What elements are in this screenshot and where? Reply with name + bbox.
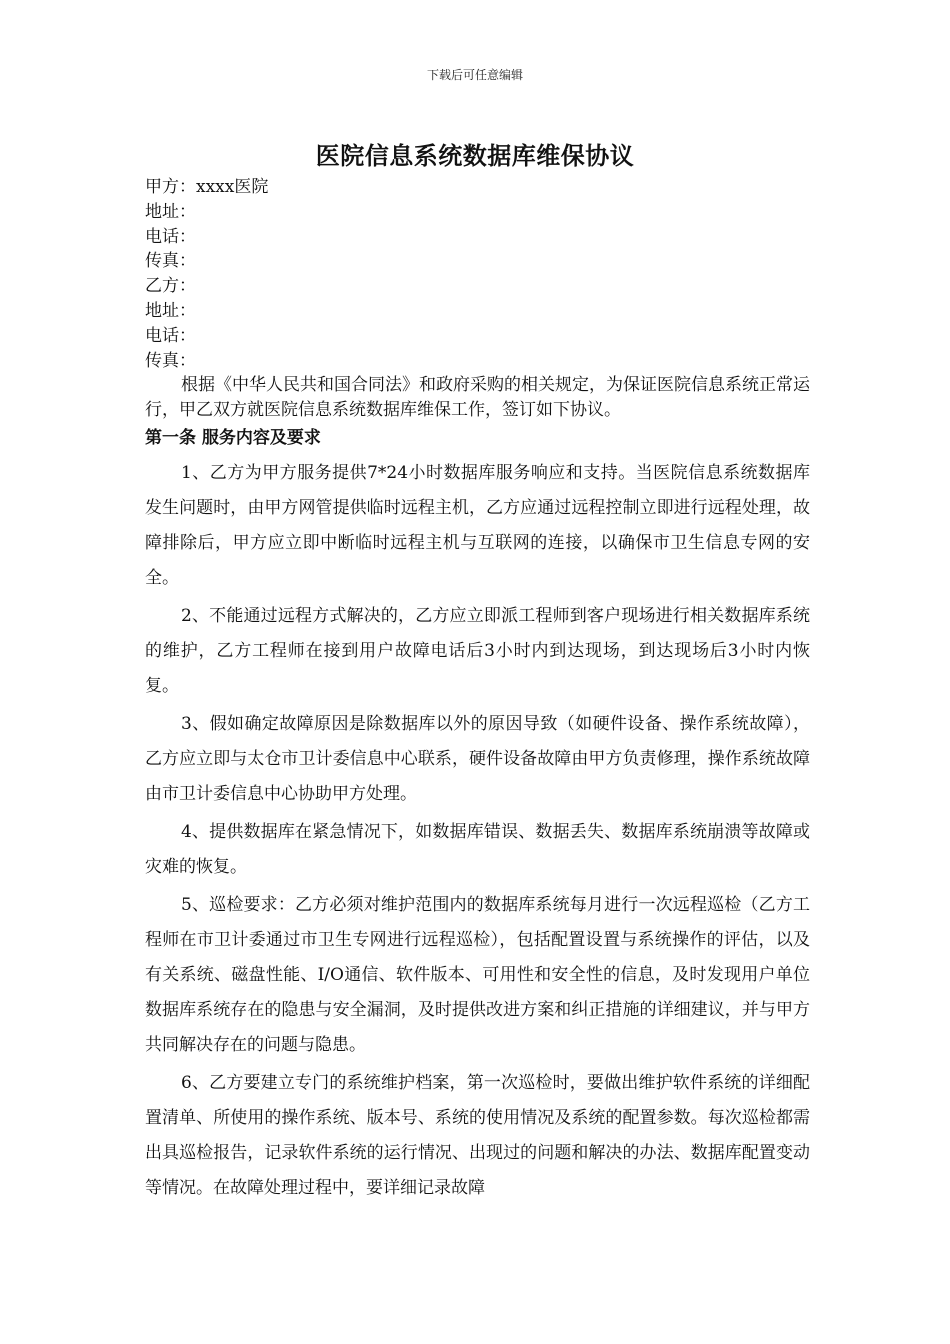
clause-1: 1、乙方为甲方服务提供7*24小时数据库服务响应和支持。当医院信息系统数据库发生问题时，由甲方网管提供临时远程主机，乙方应通过远程控制立即进行远程处理，故障排除后，甲方应立即中断临时远程主机与互联网的连接，以确保市卫生信息专网的安全。 xyxy=(145,463,810,589)
party-a-address: 地址： xyxy=(145,201,196,222)
document-title: 医院信息系统数据库维保协议 xyxy=(315,142,635,170)
party-b-phone: 电话： xyxy=(145,325,196,346)
party-b-name: 乙方： xyxy=(145,276,196,297)
party-a-name: 甲方：xxxx医院 xyxy=(145,177,269,197)
clause-5: 5、巡检要求：乙方必须对维护范围内的数据库系统每月进行一次远程巡检（乙方工程师在市卫计委通过市卫生专网进行远程巡检），包括配置设置与系统操作的评估，以及有关系统、磁盘性能、I/O通信、软件版本、可用性和安全性的信息，及时发现用户单位数据库系统存在的隐患与安全漏洞，及时提供改进方案和纠正措施的详细建议，并与甲方共同解决存在的问题与隐患。 xyxy=(145,895,810,1056)
clause-3: 3、假如确定故障原因是除数据库以外的原因导致（如硬件设备、操作系统故障），乙方应立即与太仓市卫计委信息中心联系，硬件设备故障由甲方负责修理，操作系统故障由市卫计委信息中心协助甲方处理。 xyxy=(145,714,810,805)
party-b-fax: 传真： xyxy=(145,350,196,371)
intro-paragraph: 根据《中华人民共和国合同法》和政府采购的相关规定，为保证医院信息系统正常运行，甲乙双方就医院信息系统数据库维保工作，签订如下协议。 xyxy=(145,375,810,421)
party-info xyxy=(145,175,810,373)
party-a-phone: 电话： xyxy=(145,226,196,247)
section-heading: 第一条 服务内容及要求 xyxy=(145,428,321,449)
document-body xyxy=(145,175,810,1209)
clause-6: 6、乙方要建立专门的系统维护档案，第一次巡检时，要做出维护软件系统的详细配置清单、所使用的操作系统、版本号、系统的使用情况及系统的配置参数。每次巡检都需出具巡检报告，记录软件系统的运行情况、出现过的问题和解决的办法、数据库配置变动等情况。在故障处理过程中，要详细记录故障 xyxy=(145,1073,810,1199)
clause-4: 4、提供数据库在紧急情况下，如数据库错误、数据丢失、数据库系统崩溃等故障或灾难的恢复。 xyxy=(145,822,810,878)
party-a-fax: 传真： xyxy=(145,251,196,272)
header-note: 下载后可任意编辑 xyxy=(426,68,523,82)
clause-2: 2、不能通过远程方式解决的，乙方应立即派工程师到客户现场进行相关数据库系统的维护，乙方工程师在接到用户故障电话后3小时内到达现场，到达现场后3小时内恢复。 xyxy=(145,606,810,697)
party-b-address: 地址： xyxy=(145,300,196,321)
